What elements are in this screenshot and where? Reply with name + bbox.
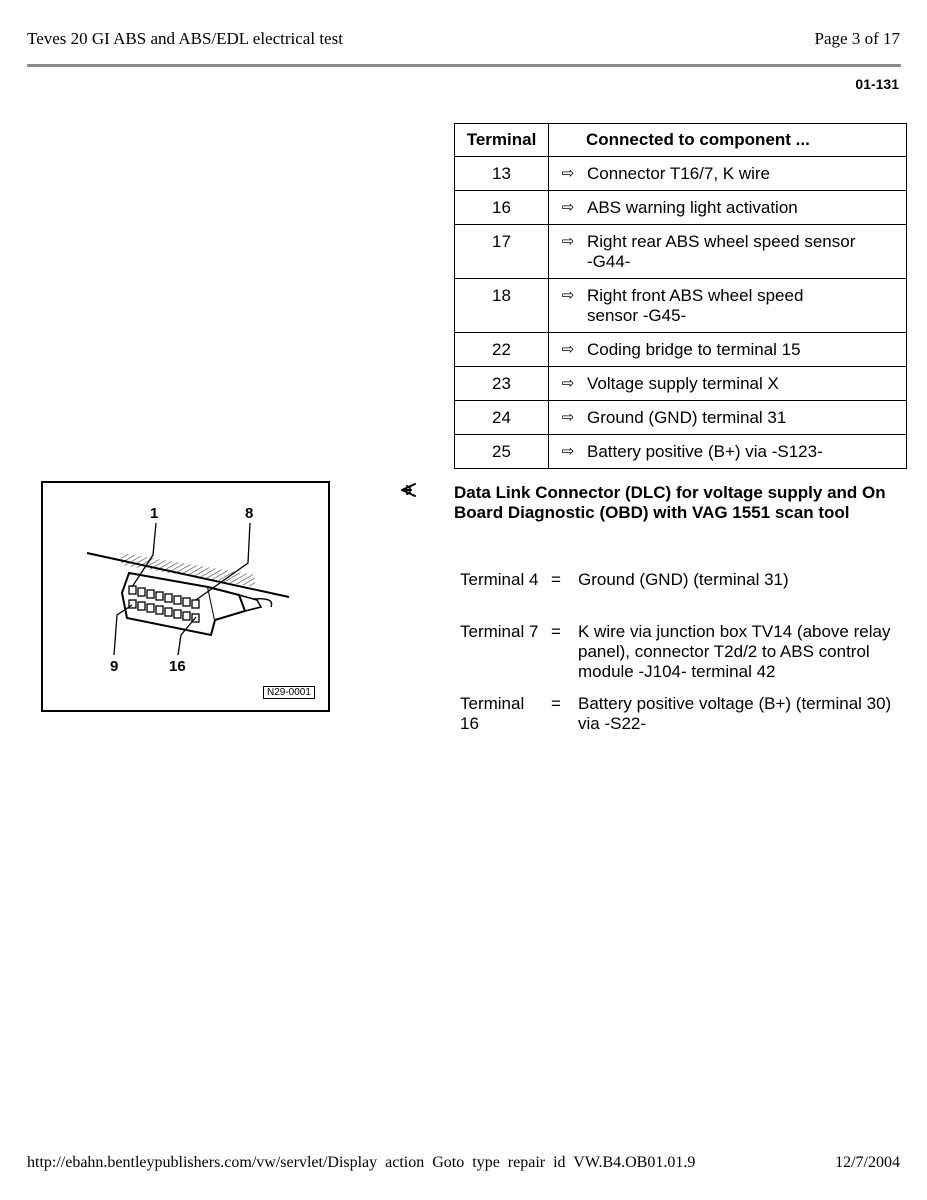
footer-date: 12/7/2004 [835,1154,900,1171]
column-header-terminal: Terminal [455,124,549,157]
component-description: ABS warning light activation [587,198,798,217]
component-description: Right front ABS wheel speed sensor -G45- [587,286,804,325]
definition-item [460,622,900,684]
pin-label: 1 [150,505,159,522]
table-row [455,435,907,469]
terminal-table [454,123,907,469]
arrow-right-icon: ⇨ [561,199,575,216]
arrow-right-icon: ⇨ [561,233,575,250]
table-row [455,191,907,225]
terminal-number: 18 [455,279,549,333]
document-title: Teves 20 GI ABS and ABS/EDL electrical test [27,29,343,48]
table-row [455,157,907,191]
terminal-number: 16 [455,191,549,225]
pin-label: 16 [169,658,186,675]
arrow-right-icon: ⇨ [561,165,575,182]
dlc-heading: Data Link Connector (DLC) for voltage supply and On Board Diagnostic (OBD) with VAG 1551 scan tool [454,483,886,522]
footer-url: http://ebahn.bentleypublishers.com/vw/servlet/Display action Goto type repair id VW.B4.OB01.01.9 [27,1154,696,1171]
table-row [455,225,907,279]
figure-code: N29-0001 [263,686,315,699]
section-code: 01-131 [855,76,899,92]
arrow-right-icon: ⇨ [561,375,575,392]
definition-term: Terminal 4 [460,570,539,589]
component-description: Right rear ABS wheel speed sensor -G44- [587,232,856,271]
definition-description: Battery positive voltage (B+) (terminal 30) via -S22- [578,694,892,733]
column-header-component: Connected to component ... [549,124,907,157]
definition-description: Ground (GND) (terminal 31) [578,570,789,589]
terminal-number: 25 [455,435,549,469]
pin-label: 8 [245,505,254,522]
definition-equals: = [551,570,561,589]
page-number: Page 3 of 17 [814,29,900,48]
arrow-right-icon: ⇨ [561,443,575,460]
connector-drawing [43,483,328,710]
definition-item [460,570,900,612]
terminal-number: 23 [455,367,549,401]
pin-label: 9 [110,658,119,675]
definition-item [460,694,900,736]
terminal-number: 22 [455,333,549,367]
table-row [455,279,907,333]
header-divider [27,64,901,67]
component-description: Coding bridge to terminal 15 [587,340,801,359]
table-row [455,367,907,401]
definition-equals: = [551,694,561,713]
component-description: Ground (GND) terminal 31 [587,408,787,427]
arrow-right-icon: ⇨ [561,341,575,358]
pointer-hand-icon [398,482,418,498]
dlc-connector-illustration [41,481,330,712]
component-description: Connector T16/7, K wire [587,164,770,183]
component-description: Voltage supply terminal X [587,374,779,393]
terminal-number: 24 [455,401,549,435]
definition-description: K wire via junction box TV14 (above relay panel), connector T2d/2 to ABS control module -J104- terminal 42 [578,622,891,681]
table-row [455,333,907,367]
arrow-right-icon: ⇨ [561,287,575,304]
table-row [455,401,907,435]
arrow-right-icon: ⇨ [561,409,575,426]
definition-term: Terminal 16 [460,694,525,733]
component-description: Battery positive (B+) via -S123- [587,442,823,461]
terminal-number: 13 [455,157,549,191]
definition-term: Terminal 7 [460,622,539,641]
terminal-number: 17 [455,225,549,279]
definition-equals: = [551,622,561,641]
